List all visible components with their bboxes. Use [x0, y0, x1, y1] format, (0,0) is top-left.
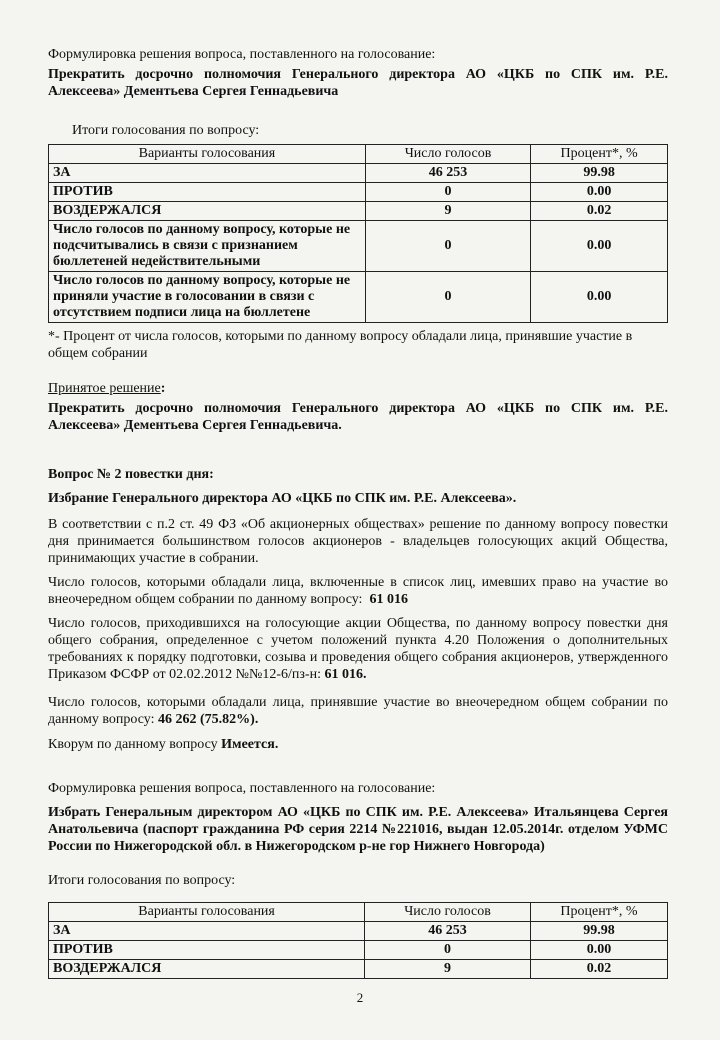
percent-cell: 0.02 — [530, 960, 667, 979]
q1-results-table — [48, 144, 668, 323]
option-cell: ВОЗДЕРЖАЛСЯ — [49, 960, 365, 979]
votes-cell: 0 — [365, 941, 531, 960]
percent-cell: 0.00 — [531, 183, 668, 202]
header-votes: Число голосов — [365, 903, 531, 922]
q2-formulation-label: Формулировка решения вопроса, поставленного на голосование: — [48, 781, 436, 796]
votes-cell: 0 — [365, 272, 530, 323]
q2-results-table — [48, 902, 668, 979]
percent-cell: 0.00 — [530, 941, 667, 960]
table-row — [49, 922, 668, 941]
q1-formulation-label: Формулировка решения вопроса, поставленного на голосование: — [48, 47, 436, 62]
table-row — [49, 272, 668, 323]
q1-formulation: Прекратить досрочно полномочия Генерального директора АО «ЦКБ по СПК им. Р.Е. Алексеева» Дементьева Сергея Геннадьевича — [48, 67, 668, 99]
q2-para4-text: Число голосов, которыми обладали лица, принявшие участие во внеочередном общем собрании по данному вопросу: — [48, 695, 668, 727]
table-header-row — [49, 145, 668, 164]
percent-cell: 99.98 — [531, 164, 668, 183]
table-row — [49, 941, 668, 960]
q2-para3 — [48, 615, 668, 683]
votes-cell: 9 — [365, 202, 530, 221]
option-cell: Число голосов по данному вопросу, которые не подсчитывались в связи с признанием бюллетеней недействительными — [49, 221, 366, 272]
percent-cell: 99.98 — [530, 922, 667, 941]
q2-para2 — [48, 574, 668, 608]
q2-para2-text: Число голосов, которыми обладали лица, включенные в список лиц, имевших право на участие во внеочередном общем собрании по данному вопросу: — [48, 575, 668, 607]
table-row — [49, 202, 668, 221]
header-percent: Процент*, % — [530, 903, 667, 922]
option-cell: ЗА — [49, 922, 365, 941]
votes-cell: 46 253 — [365, 922, 531, 941]
q2-para3-text: Число голосов, приходившихся на голосующие акции Общества, по данному вопросу повестки дня общего собрания, определенное с учетом положений пункта 4.20 Положения о дополнительных требованиях к порядку подготовки, созыва и проведения общего собрания акционеров, утвержденного Приказом ФСФР от 02.02.2012 №№12-6/пз-н: — [48, 616, 668, 682]
header-votes: Число голосов — [365, 145, 530, 164]
q2-formulation: Избрать Генеральным директором АО «ЦКБ по СПК им. Р.Е. Алексеева» Итальянцева Сергея Анатольевича (паспорт гражданина РФ серия 2214 №221016, выдан 12.05.2014г. отделом УФМС России по Нижегородской обл. в Нижегородском р-не гор Нижнего Новгорода) — [48, 805, 668, 854]
option-cell: ВОЗДЕРЖАЛСЯ — [49, 202, 366, 221]
percent-cell: 0.02 — [531, 202, 668, 221]
q2-results-label: Итоги голосования по вопросу: — [48, 873, 236, 888]
q2-quorum-text: Кворум по данному вопросу — [48, 737, 218, 752]
option-cell: Число голосов по данному вопросу, которые не приняли участие в голосовании в связи с отсутствием подписи лица на бюллетене — [49, 272, 366, 323]
header-options: Варианты голосования — [49, 903, 365, 922]
q2-heading: Вопрос № 2 повестки дня: — [48, 467, 214, 482]
q2-para1: В соответствии с п.2 ст. 49 ФЗ «Об акционерных обществах» решение по данному вопросу повестки дня принимается большинством голосов акционеров - владельцев голосующих акций Общества, принимающих участие в собрании. — [48, 517, 668, 566]
q1-decision-label-line — [48, 380, 668, 397]
votes-cell: 9 — [365, 960, 531, 979]
votes-cell: 0 — [365, 183, 530, 202]
q2-para4 — [48, 694, 668, 728]
percent-cell: 0.00 — [531, 272, 668, 323]
page-number: 2 — [356, 990, 364, 1005]
q2-quorum — [48, 736, 668, 753]
q1-decision-label: Принятое решение — [48, 381, 161, 396]
header-options: Варианты голосования — [49, 145, 366, 164]
option-cell: ПРОТИВ — [49, 183, 366, 202]
votes-cell: 0 — [365, 221, 530, 272]
q2-para2-value: 61 016 — [369, 592, 408, 607]
option-cell: ЗА — [49, 164, 366, 183]
table-row — [49, 183, 668, 202]
table-row — [49, 221, 668, 272]
q2-title: Избрание Генерального директора АО «ЦКБ по СПК им. Р.Е. Алексеева». — [48, 491, 517, 506]
table-row — [49, 164, 668, 183]
q2-para3-value: 61 016. — [324, 667, 367, 682]
q1-footnote: *- Процент от числа голосов, которыми по данному вопросу обладали лица, принявшие участие в общем собрании — [48, 329, 633, 361]
q1-results-label: Итоги голосования по вопросу: — [72, 123, 260, 138]
q2-quorum-value: Имеется. — [221, 737, 279, 752]
q1-decision-colon: : — [160, 381, 166, 396]
option-cell: ПРОТИВ — [49, 941, 365, 960]
votes-cell: 46 253 — [365, 164, 530, 183]
q2-para4-value: 46 262 (75.82%). — [158, 712, 259, 727]
header-percent: Процент*, % — [531, 145, 668, 164]
q1-decision: Прекратить досрочно полномочия Генерального директора АО «ЦКБ по СПК им. Р.Е. Алексеева» Дементьева Сергея Геннадьевича. — [48, 401, 668, 433]
percent-cell: 0.00 — [531, 221, 668, 272]
table-header-row — [49, 903, 668, 922]
table-row — [49, 960, 668, 979]
